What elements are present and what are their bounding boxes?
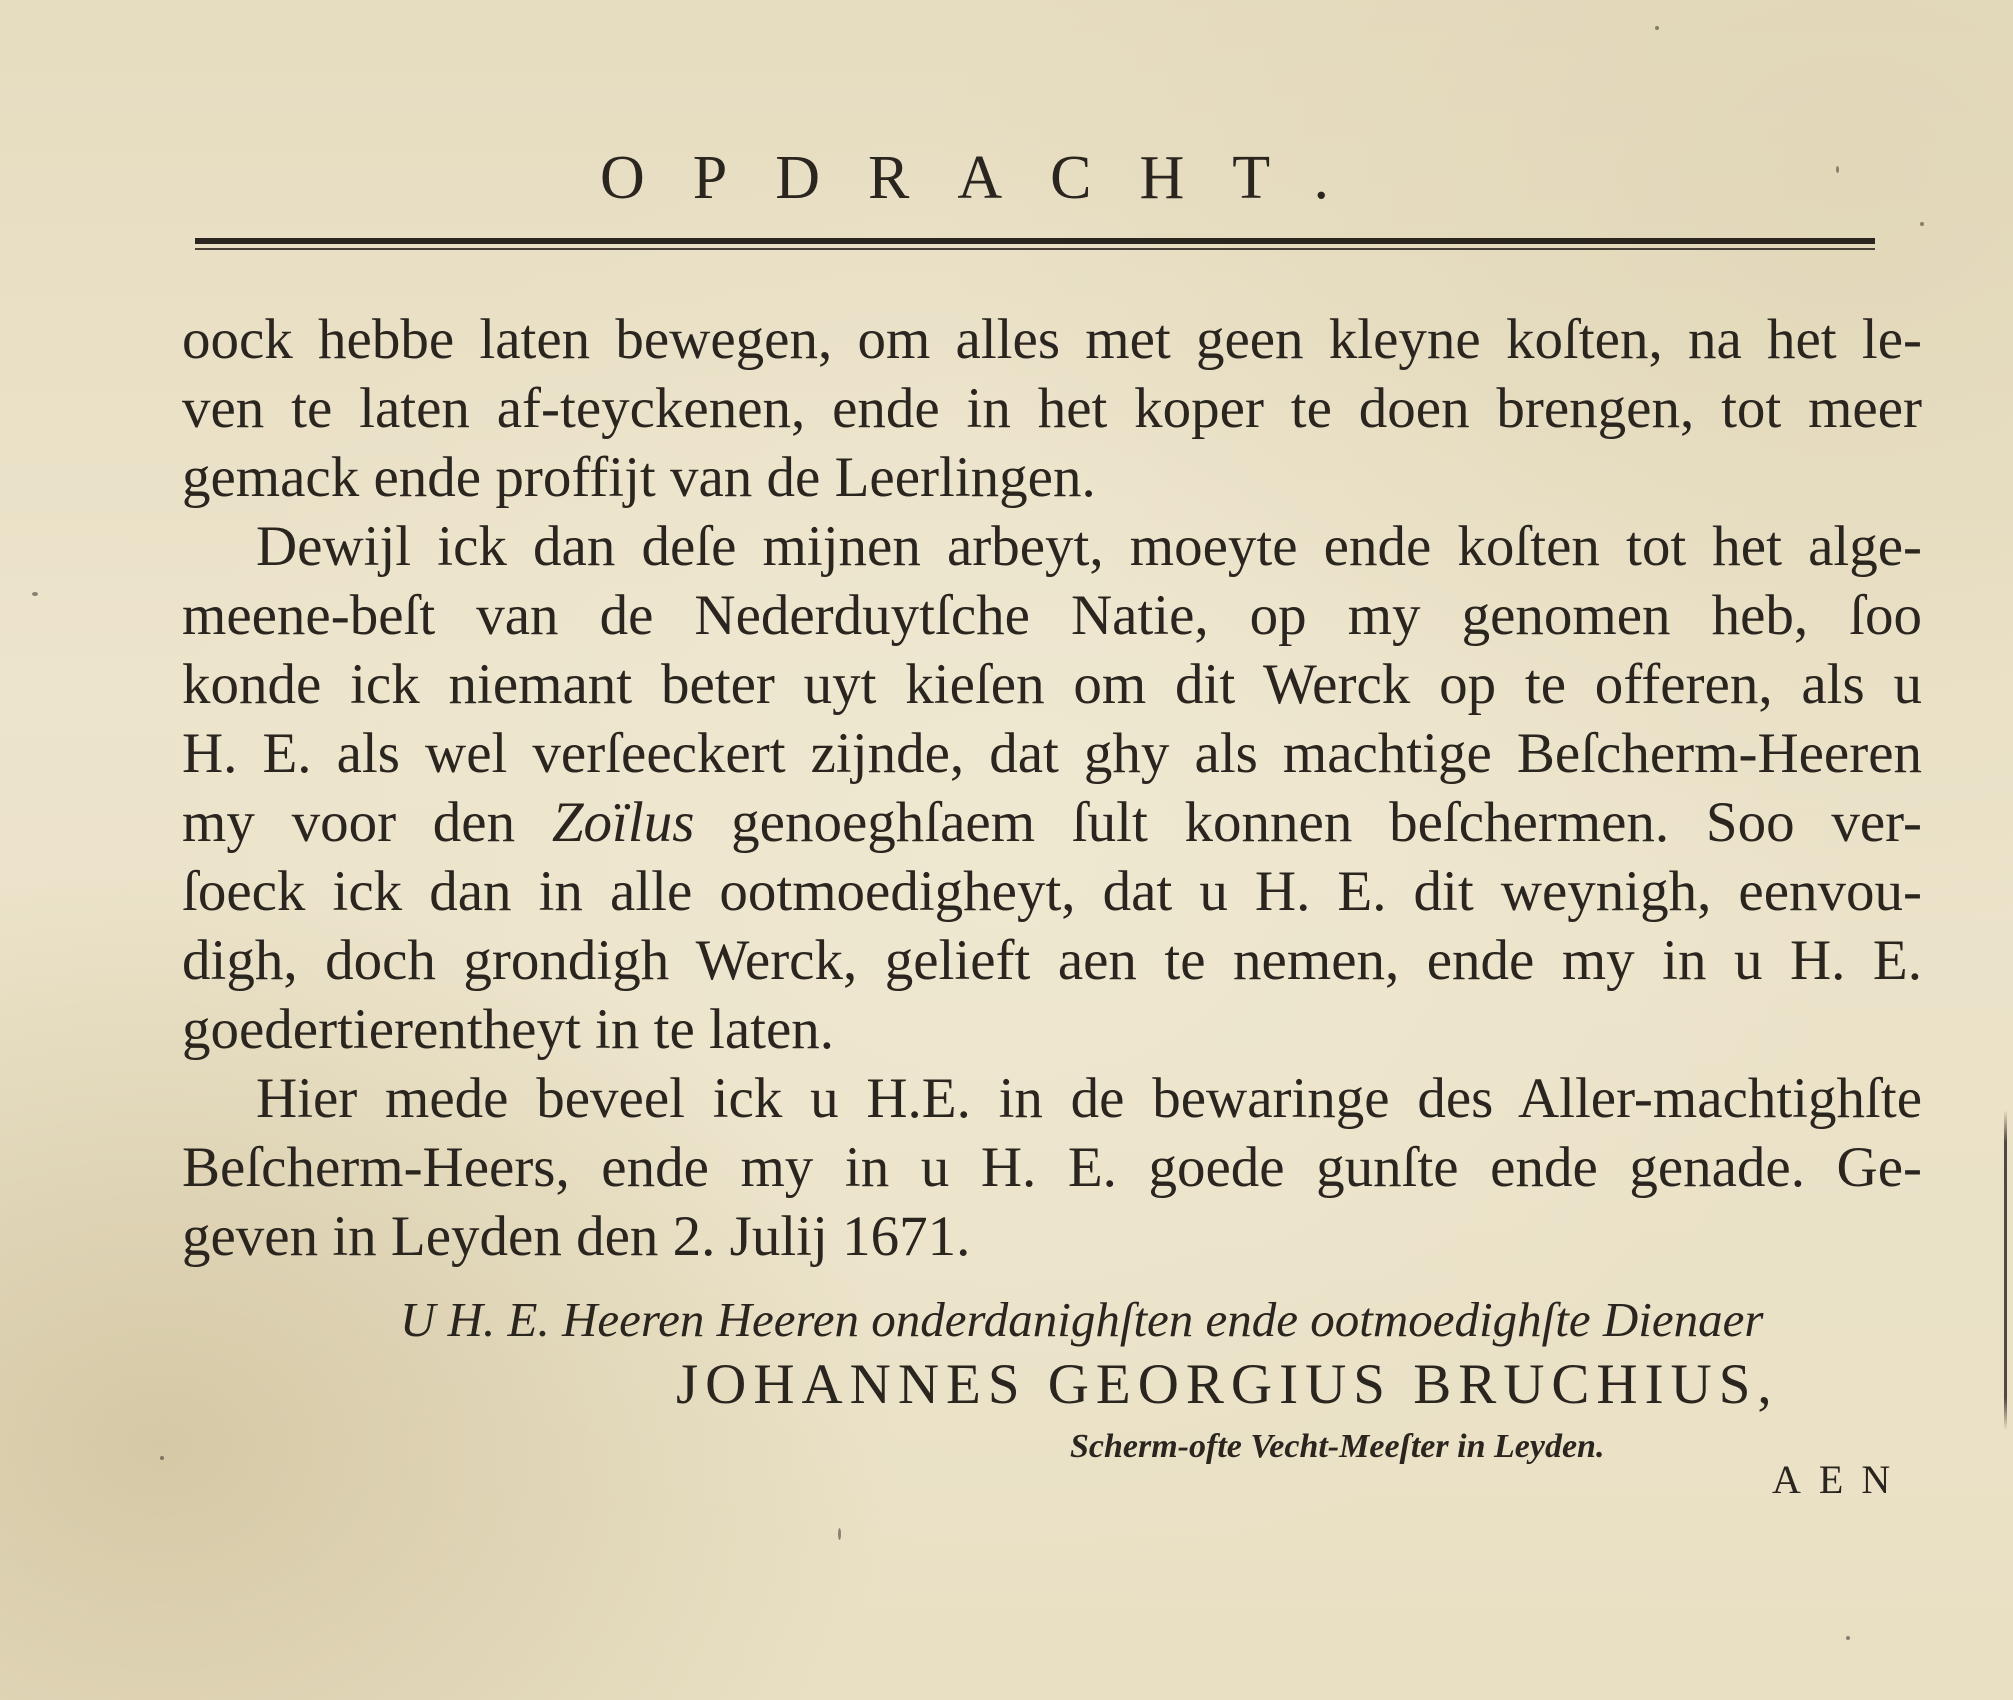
text-line: geven in Leyden den 2. Julij 1671. (182, 1205, 971, 1268)
paper-speck (1846, 1636, 1850, 1640)
text-line: gemack ende proffijt van de Leerlingen. (182, 446, 1096, 509)
body-text (182, 305, 1922, 1271)
paper-speck (1920, 222, 1924, 226)
text-line: meene-beſt van de Nederduytſche Natie, op my genomen heb, ſoo (182, 584, 1922, 647)
page-edge-shadow (2004, 1110, 2007, 1430)
paper-speck (1836, 166, 1839, 173)
text-line: Hier mede beveel ick u H.E. in de bewaringe des Aller-machtighſte (256, 1067, 1922, 1130)
text-line: oock hebbe laten bewegen, om alles met geen kleyne koſten, na het le- (182, 308, 1922, 371)
signer-role: Scherm-ofte Vecht-Meeſter in Leyden. (1070, 1428, 1605, 1465)
running-header: OPDRACHT. (600, 144, 1378, 212)
text-line: goedertierentheyt in te laten. (182, 998, 835, 1061)
text-line: digh, doch grondigh Werck, gelieft aen te nemen, ende my in u H. E. (182, 929, 1922, 992)
text-line: ſoeck ick dan in alle ootmoedigheyt, dat u H. E. dit weynigh, eenvou- (182, 860, 1922, 923)
text-line: Beſcherm-Heers, ende my in u H. E. goede gunſte ende genade. Ge- (182, 1136, 1922, 1199)
closing-salutation: U H. E. Heeren Heeren onderdanighſten ende ootmoedighſte Dienaer (400, 1292, 1764, 1347)
text-line: H. E. als wel verſeeckert zijnde, dat ghy als machtige Beſcherm-Heeren (182, 722, 1922, 785)
text-segment: my voor den (182, 791, 552, 854)
paper-speck (160, 1456, 164, 1460)
italic-name: Zoïlus (551, 791, 695, 854)
text-line (182, 788, 1922, 857)
header-rule-thin (195, 248, 1875, 250)
signer-name: JOHANNES GEORGIUS BRUCHIUS, (676, 1353, 1779, 1416)
header-rule (195, 238, 1875, 244)
text-line: ven te laten af-teyckenen, ende in het koper te doen brengen, tot meer (182, 377, 1922, 440)
text-line: Dewijl ick dan deſe mijnen arbeyt, moeyte ende koſten tot het alge- (256, 515, 1922, 578)
paper-speck (1655, 26, 1659, 30)
paper-speck (838, 1528, 841, 1540)
paper-speck (32, 592, 38, 596)
catchword: AEN (1772, 1457, 1909, 1502)
text-segment: genoeghſaem ſult konnen beſchermen. Soo ver- (694, 791, 1922, 854)
text-line: konde ick niemant beter uyt kieſen om dit Werck op te offeren, als u (182, 653, 1922, 716)
